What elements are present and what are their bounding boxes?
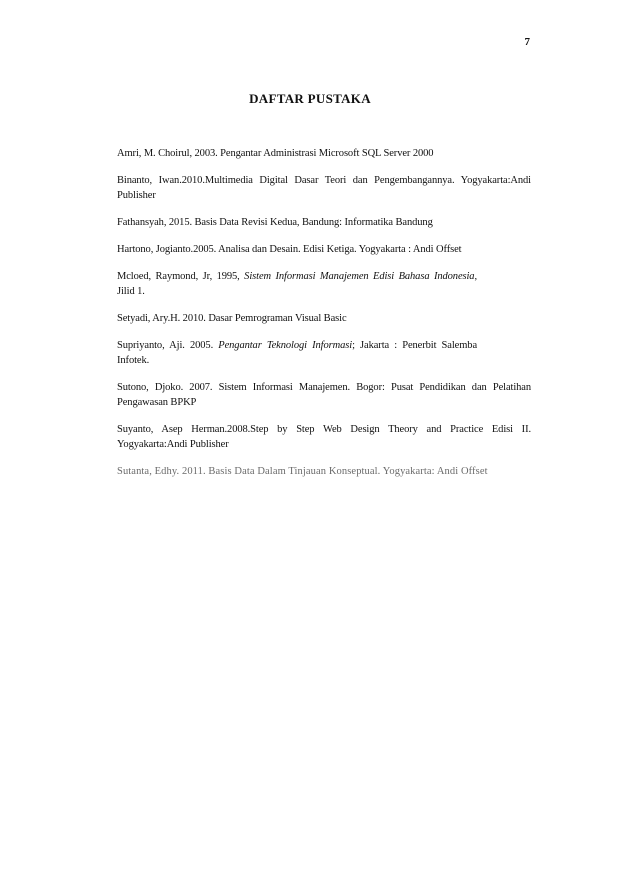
reference-item-supriyanto bbox=[117, 338, 477, 368]
reference-mcloed-book-title: Sistem Informasi Manajemen Edisi Bahasa Indonesia bbox=[244, 271, 475, 282]
reference-supriyanto-book-title: Pengantar Teknologi Informasi bbox=[218, 340, 353, 351]
reference-mcloed-edition: , Jilid 1. bbox=[117, 271, 477, 297]
reference-item-mcloed bbox=[117, 269, 477, 299]
reference-item-binanto: Binanto, Iwan.2010.Multimedia Digital Dasar Teori dan Pengembangannya. Yogyakarta:Andi Publisher bbox=[117, 175, 531, 201]
reference-item-fathansyah: Fathansyah, 2015. Basis Data Revisi Kedua, Bandung: Informatika Bandung bbox=[117, 217, 433, 228]
reference-supriyanto-publisher: ; Jakarta : Penerbit Salemba Infotek. bbox=[117, 340, 478, 366]
reference-list bbox=[117, 146, 531, 491]
reference-item-sutanta: Sutanta, Edhy. 2011. Basis Data Dalam Tinjauan Konseptual. Yogyakarta: Andi Offset bbox=[117, 466, 488, 477]
reference-supriyanto-author: Supriyanto, Aji. 2005. bbox=[117, 340, 219, 351]
reference-item-hartono: Hartono, Jogianto.2005. Analisa dan Desain. Edisi Ketiga. Yogyakarta : Andi Offset bbox=[117, 244, 462, 255]
reference-item-sutono: Sutono, Djoko. 2007. Sistem Informasi Manajemen. Bogor: Pusat Pendidikan dan Pelatihan Pengawasan BPKP bbox=[117, 382, 531, 408]
page-title: DAFTAR PUSTAKA bbox=[249, 91, 371, 106]
page-number: 7 bbox=[524, 36, 530, 48]
reference-item-setyadi: Setyadi, Ary.H. 2010. Dasar Pemrograman Visual Basic bbox=[117, 313, 347, 324]
reference-item-suyanto: Suyanto, Asep Herman.2008.Step by Step Web Design Theory and Practice Edisi II. Yogyakarta:Andi Publisher bbox=[117, 424, 531, 450]
reference-item-amri: Amri, M. Choirul, 2003. Pengantar Administrasi Microsoft SQL Server 2000 bbox=[117, 148, 434, 159]
reference-mcloed-author: Mcloed, Raymond, Jr, 1995, bbox=[117, 271, 245, 282]
